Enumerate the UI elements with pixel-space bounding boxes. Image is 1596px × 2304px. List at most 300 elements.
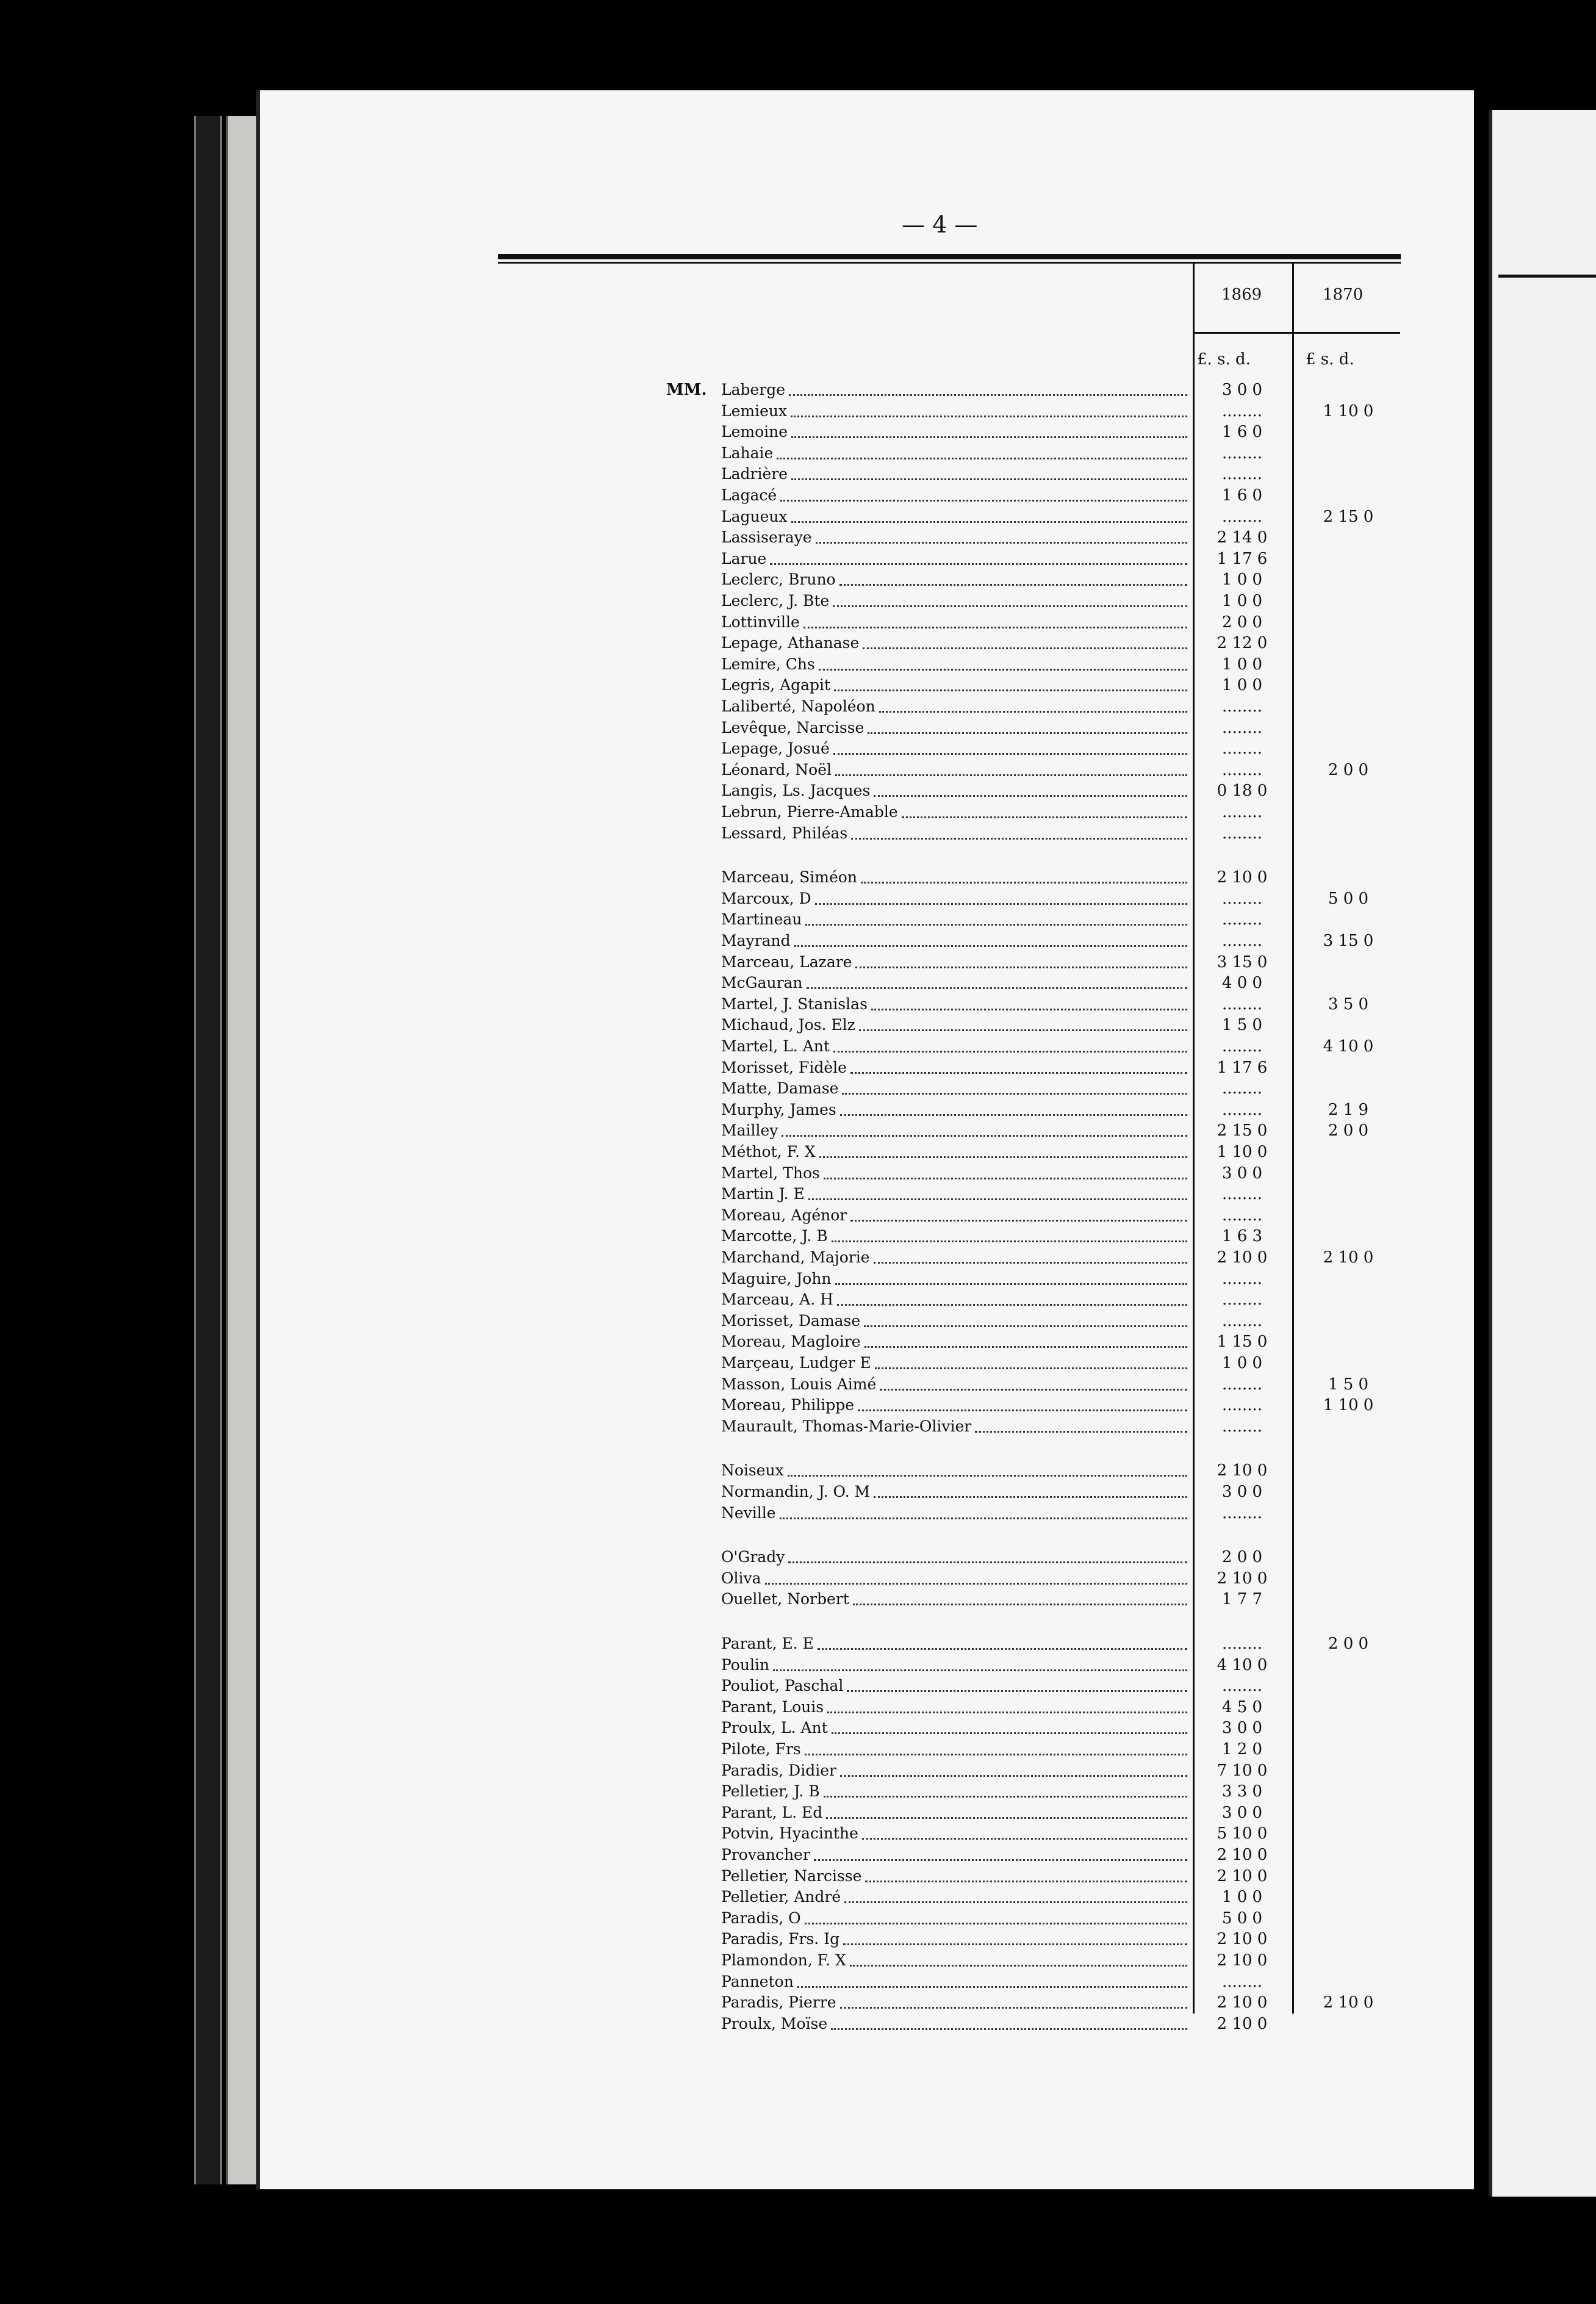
amount-1869: ........ <box>1221 1101 1263 1119</box>
subscriber-name: Laliberté, Napoléon <box>721 697 875 715</box>
table-row <box>0 633 1596 653</box>
subscriber-name: Lassiseraye <box>721 528 812 546</box>
table-row <box>0 1331 1596 1352</box>
subscriber-name: Moreau, Magloire <box>721 1333 861 1350</box>
amount-1869: ........ <box>1221 719 1263 737</box>
leader-dots <box>858 1409 1187 1411</box>
amount-1869: 2 10 0 <box>1217 1569 1268 1588</box>
subscriber-name: Martel, L. Ant <box>721 1037 830 1055</box>
table-row <box>0 422 1596 442</box>
amount-1869: 2 10 0 <box>1217 1846 1268 1864</box>
leader-dots <box>847 1690 1187 1692</box>
amount-1869: ........ <box>1221 1037 1263 1056</box>
amount-1869: ........ <box>1221 1396 1263 1414</box>
subscriber-name: Langis, Ls. Jacques <box>721 782 871 799</box>
amount-1869: ........ <box>1221 1677 1263 1695</box>
subscriber-name: Moreau, Philippe <box>721 1396 855 1414</box>
amount-1870: 2 1 9 <box>1328 1101 1369 1119</box>
table-row <box>0 1416 1596 1437</box>
subscriber-name: Ladrière <box>721 465 788 483</box>
table-row <box>0 1929 1596 1949</box>
leader-dots <box>880 1389 1187 1391</box>
table-row <box>0 718 1596 738</box>
amount-1869: 2 10 0 <box>1217 2015 1268 2033</box>
table-row <box>0 380 1596 400</box>
subscriber-name: Lepage, Athanase <box>721 634 860 652</box>
subscriber-name: Lagueux <box>721 508 788 525</box>
table-row <box>0 1739 1596 1760</box>
amount-1869: ........ <box>1221 1270 1263 1288</box>
leader-dots <box>875 1367 1187 1369</box>
table-row <box>0 1697 1596 1718</box>
subscriber-name: Plamondon, F. X <box>721 1951 846 1969</box>
leader-dots <box>805 924 1187 926</box>
subscriber-name: Laberge <box>721 381 786 398</box>
amount-1869: ........ <box>1221 1206 1263 1225</box>
amount-1869: ........ <box>1221 932 1263 950</box>
amount-1869: 1 2 0 <box>1221 1740 1263 1759</box>
table-row <box>0 1247 1596 1268</box>
subscriber-name: Parant, L. Ed <box>721 1804 823 1821</box>
subscriber-name: Marcoux, D <box>721 890 811 907</box>
table-row <box>0 1374 1596 1395</box>
amount-1869: ........ <box>1221 697 1263 716</box>
leader-dots <box>770 563 1187 565</box>
subscriber-name: Maurault, Thomas-Marie-Olivier <box>721 1417 972 1435</box>
leader-dots <box>807 987 1187 989</box>
amount-1869: 1 5 0 <box>1221 1016 1263 1034</box>
leader-dots <box>805 1754 1187 1755</box>
leader-dots <box>818 1648 1187 1650</box>
table-row <box>0 1142 1596 1162</box>
table-row <box>0 1866 1596 1887</box>
leader-dots <box>863 647 1187 649</box>
amount-1870: 5 0 0 <box>1328 890 1369 908</box>
amount-1869: 2 14 0 <box>1217 528 1268 547</box>
leader-dots <box>791 416 1187 417</box>
leader-dots <box>777 458 1187 459</box>
table-row <box>0 401 1596 422</box>
table-row <box>0 1845 1596 1865</box>
amount-1869: 3 0 0 <box>1221 1164 1263 1183</box>
subscriber-name: Neville <box>721 1504 776 1522</box>
amount-1869: 3 15 0 <box>1217 953 1268 971</box>
amount-1870: 4 10 0 <box>1323 1037 1374 1056</box>
table-row <box>0 527 1596 548</box>
amount-1869: ........ <box>1221 910 1263 929</box>
amount-1869: 2 10 0 <box>1217 1248 1268 1267</box>
leader-dots <box>864 1346 1187 1348</box>
subscriber-name: Oliva <box>721 1569 761 1587</box>
leader-dots <box>832 1240 1187 1242</box>
subscriber-name: Larue <box>721 550 767 567</box>
subscriber-name: Morisset, Fidèle <box>721 1059 847 1076</box>
table-row <box>0 909 1596 930</box>
subscriber-name: Marceau, Lazare <box>721 953 852 971</box>
subscriber-name: Paradis, O <box>721 1909 801 1927</box>
amount-1870: 1 5 0 <box>1328 1375 1369 1394</box>
table-row <box>0 1353 1596 1373</box>
amount-1869: 2 0 0 <box>1221 1548 1263 1566</box>
top-rule <box>498 254 1401 259</box>
amount-1869: ........ <box>1221 1185 1263 1203</box>
leader-dots <box>791 521 1187 523</box>
subscriber-name: Marchand, Majorie <box>721 1248 870 1266</box>
leader-dots <box>874 795 1187 797</box>
amount-1869: ........ <box>1221 1291 1263 1309</box>
table-row <box>0 654 1596 675</box>
amount-1869: ........ <box>1221 1079 1263 1098</box>
table-row <box>0 485 1596 506</box>
table-row <box>0 443 1596 464</box>
subscriber-name: Martin J. E <box>721 1185 805 1203</box>
subscriber-name: Pelletier, André <box>721 1888 841 1906</box>
leader-dots <box>773 1669 1187 1671</box>
leader-dots <box>814 1859 1187 1861</box>
table-row <box>0 1100 1596 1120</box>
subscriber-name: Lottinville <box>721 613 800 631</box>
amount-1869: 3 3 0 <box>1221 1782 1263 1801</box>
amount-1869: 2 10 0 <box>1217 1951 1268 1970</box>
subscriber-name: Leclerc, Bruno <box>721 571 836 588</box>
leader-dots <box>874 1496 1187 1498</box>
leader-dots <box>765 1583 1187 1585</box>
table-row <box>0 1120 1596 1141</box>
leader-dots <box>788 1561 1187 1563</box>
leader-dots <box>832 1732 1187 1734</box>
table-row <box>0 1781 1596 1802</box>
units-1870-header: £ s. d. <box>1306 350 1354 369</box>
leader-dots <box>859 1029 1187 1031</box>
amount-1870: 2 0 0 <box>1328 1635 1369 1653</box>
amount-1870: 2 0 0 <box>1328 1121 1369 1140</box>
year-header-rule <box>1193 332 1400 334</box>
leader-dots <box>826 1817 1187 1819</box>
subscriber-name: Mailley <box>721 1121 778 1139</box>
table-row <box>0 1589 1596 1610</box>
leader-dots <box>797 1986 1187 1988</box>
leader-dots <box>824 1796 1187 1798</box>
leader-dots <box>902 816 1187 818</box>
table-row <box>0 994 1596 1015</box>
page-number: — 4 — <box>902 211 978 238</box>
subscriber-name: Marceau, A. H <box>721 1291 833 1308</box>
subscriber-name: Pelletier, J. B <box>721 1782 820 1800</box>
leader-dots <box>874 1262 1187 1264</box>
next-page-rule <box>1498 275 1596 278</box>
leader-dots <box>842 1093 1187 1095</box>
amount-1869: ........ <box>1221 1973 1263 1991</box>
table-row <box>0 549 1596 569</box>
amount-1870: 2 15 0 <box>1323 508 1374 526</box>
table-row <box>0 1802 1596 1823</box>
table-row <box>0 1823 1596 1844</box>
amount-1869: ........ <box>1221 508 1263 526</box>
subscriber-name: Moreau, Agénor <box>721 1206 847 1224</box>
table-row <box>0 696 1596 717</box>
subscriber-name: Lemieux <box>721 402 788 420</box>
leader-dots <box>879 711 1187 713</box>
leader-dots <box>840 1775 1187 1777</box>
amount-1869: ........ <box>1221 740 1263 758</box>
amount-1869: ........ <box>1221 465 1263 483</box>
subscriber-name: Marçeau, Ludger E <box>721 1354 871 1372</box>
table-row <box>0 506 1596 527</box>
subscriber-name: Pelletier, Narcisse <box>721 1867 862 1885</box>
table-row <box>0 1503 1596 1524</box>
table-row <box>0 1760 1596 1781</box>
leader-dots <box>975 1431 1187 1433</box>
table-row <box>0 1676 1596 1696</box>
table-row <box>0 1992 1596 2013</box>
table-row <box>0 1015 1596 1035</box>
subscriber-name: Noiseux <box>721 1461 784 1479</box>
amount-1869: ........ <box>1221 1504 1263 1522</box>
table-row <box>0 1950 1596 1971</box>
amount-1869: 2 10 0 <box>1217 1867 1268 1885</box>
amount-1869: 3 0 0 <box>1221 381 1263 399</box>
table-row <box>0 1633 1596 1654</box>
amount-1869: 1 7 7 <box>1221 1590 1263 1608</box>
subscriber-name: Martel, J. Stanislas <box>721 995 868 1013</box>
amount-1869: 1 0 0 <box>1221 676 1263 694</box>
subscriber-name: Pilote, Frs <box>721 1740 801 1758</box>
subscriber-name: Léonard, Noël <box>721 761 832 779</box>
table-row <box>0 1547 1596 1568</box>
amount-1869: 7 10 0 <box>1217 1762 1268 1780</box>
subscriber-name: Provancher <box>721 1846 810 1863</box>
amount-1869: 2 0 0 <box>1221 613 1263 632</box>
table-row <box>0 569 1596 590</box>
table-row <box>0 1887 1596 1907</box>
leader-dots <box>831 2028 1187 2030</box>
subscriber-name: Panneton <box>721 1973 794 1990</box>
subscriber-name: Pouliot, Paschal <box>721 1677 844 1694</box>
leader-dots <box>805 1923 1187 1924</box>
amount-1869: ........ <box>1221 1417 1263 1436</box>
amount-1870: 3 5 0 <box>1328 995 1369 1013</box>
subscriber-name: Martel, Thos <box>721 1164 820 1182</box>
subscriber-name: Lepage, Josué <box>721 740 830 757</box>
table-row <box>0 1163 1596 1184</box>
amount-1869: ........ <box>1221 995 1263 1013</box>
amount-1870: 2 10 0 <box>1323 1993 1374 2012</box>
subscriber-name: Marceau, Siméon <box>721 868 857 886</box>
subscriber-name: Paradis, Didier <box>721 1762 836 1779</box>
subscriber-name: Lemire, Chs <box>721 655 815 673</box>
subscriber-name: Murphy, James <box>721 1101 836 1118</box>
subscriber-name: Lahaie <box>721 444 774 462</box>
amount-1869: 1 6 0 <box>1221 423 1263 441</box>
honorific-prefix: MM. <box>666 381 707 399</box>
subscriber-name: Lebrun, Pierre-Amable <box>721 803 898 821</box>
leader-dots <box>816 542 1187 544</box>
amount-1869: 0 18 0 <box>1217 782 1268 800</box>
leader-dots <box>834 689 1187 691</box>
amount-1869: 2 10 0 <box>1217 1461 1268 1480</box>
leader-dots <box>819 669 1187 671</box>
subscriber-name: Parant, Louis <box>721 1698 824 1716</box>
leader-dots <box>862 1838 1187 1840</box>
leader-dots <box>835 1283 1187 1285</box>
amount-1869: 1 0 0 <box>1221 592 1263 610</box>
leader-dots <box>861 882 1187 884</box>
table-row <box>0 931 1596 951</box>
table-row <box>0 1568 1596 1589</box>
leader-dots <box>840 2007 1188 2009</box>
amount-1869: 5 10 0 <box>1217 1824 1268 1843</box>
amount-1869: ........ <box>1221 890 1263 908</box>
table-row <box>0 1460 1596 1481</box>
amount-1869: 1 0 0 <box>1221 655 1263 674</box>
leader-dots <box>839 584 1187 586</box>
amount-1869: 5 0 0 <box>1221 1909 1263 1928</box>
amount-1869: 2 10 0 <box>1217 1930 1268 1948</box>
amount-1869: 1 17 6 <box>1217 1059 1268 1077</box>
table-row <box>0 888 1596 909</box>
leader-dots <box>780 1517 1187 1519</box>
amount-1869: ........ <box>1221 1635 1263 1653</box>
leader-dots <box>791 478 1187 480</box>
amount-1869: 1 6 3 <box>1221 1227 1263 1245</box>
subscriber-name: Leclerc, J. Bte <box>721 592 830 610</box>
amount-1869: 1 0 0 <box>1221 1888 1263 1906</box>
table-row <box>0 1289 1596 1310</box>
table-row <box>0 464 1596 484</box>
subscriber-name: Proulx, Moïse <box>721 2015 828 2032</box>
leader-dots <box>815 903 1187 905</box>
leader-dots <box>840 1114 1187 1116</box>
leader-dots <box>833 1051 1187 1053</box>
leader-dots <box>824 1178 1187 1179</box>
leader-dots <box>782 1135 1187 1137</box>
table-row <box>0 1226 1596 1247</box>
leader-dots <box>864 1325 1187 1327</box>
leader-dots <box>871 1009 1187 1010</box>
leader-dots <box>827 1712 1187 1713</box>
table-row <box>0 760 1596 780</box>
subscriber-name: Parant, E. E <box>721 1635 814 1652</box>
amount-1870: 1 10 0 <box>1323 402 1374 420</box>
table-row <box>0 1184 1596 1204</box>
table-row <box>0 1036 1596 1057</box>
amount-1869: 4 10 0 <box>1217 1656 1268 1674</box>
table-row <box>0 1718 1596 1738</box>
amount-1869: ........ <box>1221 824 1263 843</box>
amount-1869: 2 12 0 <box>1217 634 1268 652</box>
leader-dots <box>843 1943 1187 1945</box>
amount-1869: 3 0 0 <box>1221 1804 1263 1822</box>
amount-1869: 1 6 0 <box>1221 486 1263 505</box>
subscriber-name: Normandin, J. O. M <box>721 1483 871 1500</box>
subscriber-name: Martineau <box>721 910 802 928</box>
amount-1869: 1 0 0 <box>1221 571 1263 589</box>
leader-dots <box>835 774 1187 776</box>
amount-1869: 4 5 0 <box>1221 1698 1263 1716</box>
subscriber-name: Lagacé <box>721 486 777 504</box>
table-row <box>0 802 1596 823</box>
subscriber-name: Legris, Agapit <box>721 676 831 694</box>
table-row <box>0 1078 1596 1099</box>
subscriber-name: Morisset, Damase <box>721 1312 861 1330</box>
table-row <box>0 1269 1596 1289</box>
table-row <box>0 1971 1596 1992</box>
subscriber-name: Masson, Louis Aimé <box>721 1375 877 1393</box>
amount-1870: 1 10 0 <box>1323 1396 1374 1414</box>
leader-dots <box>850 1220 1187 1222</box>
amount-1869: 1 17 6 <box>1217 550 1268 568</box>
subscriber-name: McGauran <box>721 974 803 992</box>
amount-1869: ........ <box>1221 761 1263 779</box>
leader-dots <box>865 1881 1187 1882</box>
leader-dots <box>833 605 1187 607</box>
subscriber-name: Méthot, F. X <box>721 1143 816 1161</box>
subscriber-name: Ouellet, Norbert <box>721 1590 849 1608</box>
year-1870-header: 1870 <box>1323 286 1364 304</box>
subscriber-name: Lemoine <box>721 423 788 441</box>
subscriber-name: Poulin <box>721 1656 770 1674</box>
top-rule-thin <box>498 262 1401 264</box>
table-row <box>0 780 1596 801</box>
subscriber-name: Mayrand <box>721 932 791 949</box>
amount-1869: ........ <box>1221 1312 1263 1330</box>
table-row <box>0 1311 1596 1331</box>
subscriber-name: Matte, Damase <box>721 1079 839 1097</box>
leader-dots <box>837 1304 1187 1306</box>
units-1869-header: £. s. d. <box>1197 350 1251 369</box>
leader-dots <box>808 1198 1187 1200</box>
subscriber-name: Potvin, Hyacinthe <box>721 1824 858 1842</box>
table-row <box>0 1655 1596 1676</box>
table-row <box>0 1205 1596 1226</box>
amount-1869: 2 10 0 <box>1217 1993 1268 2012</box>
table-row <box>0 1057 1596 1078</box>
leader-dots <box>855 967 1187 968</box>
leader-dots <box>850 1072 1187 1074</box>
amount-1870: 2 0 0 <box>1328 761 1369 779</box>
table-row <box>0 738 1596 759</box>
amount-1870: 2 10 0 <box>1323 1248 1374 1267</box>
subscriber-name: Paradis, Pierre <box>721 1993 836 2011</box>
subscriber-name: Proulx, L. Ant <box>721 1719 828 1737</box>
table-row <box>0 1395 1596 1416</box>
leader-dots <box>851 838 1187 840</box>
amount-1869: 3 0 0 <box>1221 1483 1263 1501</box>
amount-1869: ........ <box>1221 444 1263 463</box>
amount-1869: 4 0 0 <box>1221 974 1263 992</box>
leader-dots <box>789 394 1187 396</box>
table-row <box>0 823 1596 844</box>
table-row <box>0 1481 1596 1502</box>
subscriber-name: Levêque, Narcisse <box>721 719 864 736</box>
table-row <box>0 612 1596 633</box>
leader-dots <box>794 945 1187 947</box>
year-1869-header: 1869 <box>1221 286 1262 304</box>
subscriber-name: Maguire, John <box>721 1270 832 1287</box>
amount-1869: 1 15 0 <box>1217 1333 1268 1351</box>
amount-1869: 1 0 0 <box>1221 1354 1263 1372</box>
table-row <box>0 675 1596 696</box>
table-row <box>0 1908 1596 1929</box>
subscriber-name: Lessard, Philéas <box>721 824 848 842</box>
leader-dots <box>853 1604 1187 1605</box>
amount-1869: ........ <box>1221 1375 1263 1394</box>
leader-dots <box>803 627 1187 628</box>
amount-1869: 3 0 0 <box>1221 1719 1263 1737</box>
leader-dots <box>850 1965 1187 1967</box>
subscriber-name: Marcotte, J. B <box>721 1227 828 1245</box>
leader-dots <box>844 1901 1187 1903</box>
